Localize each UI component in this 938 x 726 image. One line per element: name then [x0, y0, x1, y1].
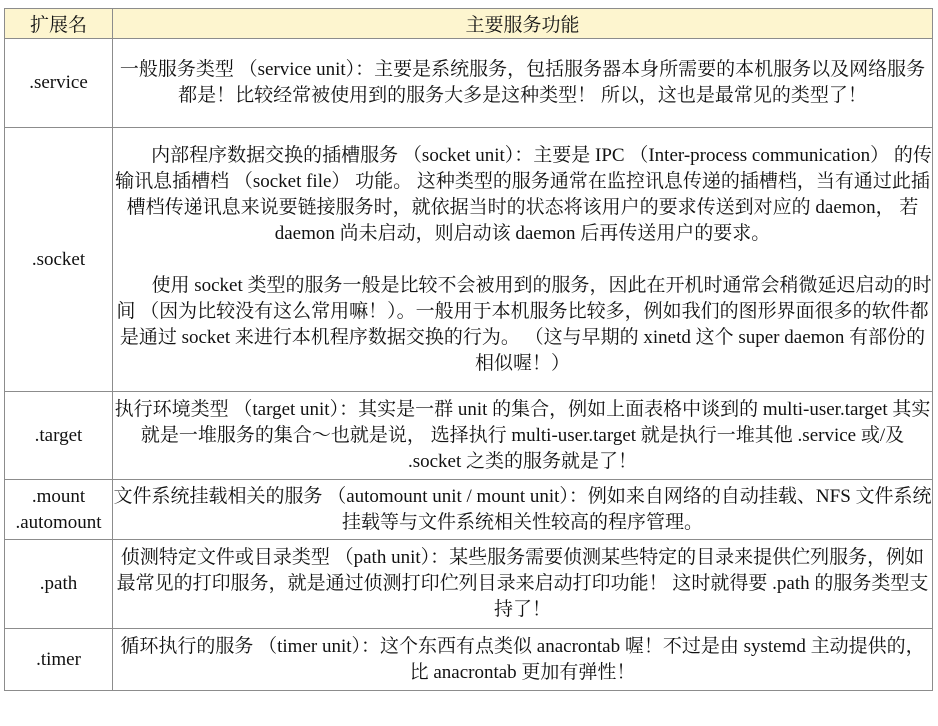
table-row: [5, 128, 933, 392]
header-main-function: 主要服务功能: [113, 9, 933, 39]
description-cell: [113, 540, 933, 629]
table-header-row: [5, 9, 933, 39]
description-text: 执行环境类型 （target unit）：其实是一群 unit 的集合，例如上面表格中谈到的 multi-user.target 其实就是一堆服务的集合～也就是说， 选择执行 multi-user.target 就是执行一堆其他 .service 或/及 .socket 之类的服务就是了！: [114, 398, 931, 472]
extension-automount: .automount: [15, 511, 102, 533]
description-paragraph-2: 使用 socket 类型的服务一般是比较不会被用到的服务，因此在开机时通常会稍微延迟启动的时间 （因为比较没有这么常用嘛！）。一般用于本机服务比较多，例如我们的图形界面很多的软件都是通过 socket 来进行本机程序数据交换的行为。 （这与早期的 xinetd 这个 super daemon 有部份的相似喔！）: [116, 274, 932, 374]
extension-cell: [5, 480, 113, 540]
extension-cell: .socket: [5, 128, 113, 392]
description-cell: [113, 629, 933, 691]
table-row: [5, 39, 933, 128]
description-cell: [113, 39, 933, 128]
description-cell: [113, 392, 933, 480]
table-row: [5, 480, 933, 540]
unit-types-table: [4, 8, 933, 691]
table-row: [5, 392, 933, 480]
extension-cell: .path: [5, 540, 113, 629]
extension-mount: .mount: [31, 485, 86, 507]
description-cell: [113, 480, 933, 540]
header-extension: 扩展名: [5, 9, 113, 39]
extension-cell: .target: [5, 392, 113, 480]
description-text: 一般服务类型 （service unit）：主要是系统服务，包括服务器本身所需要的本机服务以及网络服务都是！比较经常被使用到的服务大多是这种类型！ 所以，这也是最常见的类型了！: [119, 59, 926, 106]
table-row: [5, 540, 933, 629]
description-cell: [113, 128, 933, 392]
table-row: [5, 629, 933, 691]
description-paragraph-1: 内部程序数据交换的插槽服务 （socket unit）：主要是 IPC （Inter-process communication） 的传输讯息插槽档 （socket file） 功能。 这种类型的服务通常在监控讯息传递的插槽档，当有通过此插槽档传递讯息来说要链接服务时，就依据当时的状态将该用户的要求传送到对应的 daemon， 若 daemon 尚未启动，则启动该 daemon 后再传送用户的要求。: [115, 144, 932, 244]
description-text: 侦测特定文件或目录类型 （path unit）：某些服务需要侦测某些特定的目录来提供伫列服务，例如最常见的打印服务，就是通过侦测打印伫列目录来启动打印功能！ 这时就得要 .path 的服务类型支持了！: [116, 547, 929, 620]
extension-cell: .timer: [5, 629, 113, 691]
document: [4, 8, 933, 691]
extension-cell: .service: [5, 39, 113, 128]
description-text: 文件系统挂载相关的服务 （automount unit / mount unit）：例如来自网络的自动挂载、NFS 文件系统挂载等与文件系统相关性较高的程序管理。: [113, 485, 932, 533]
description-text: 循环执行的服务 （timer unit）：这个东西有点类似 anacrontab 喔！不过是由 systemd 主动提供的，比 anacrontab 更加有弹性！: [120, 635, 925, 683]
